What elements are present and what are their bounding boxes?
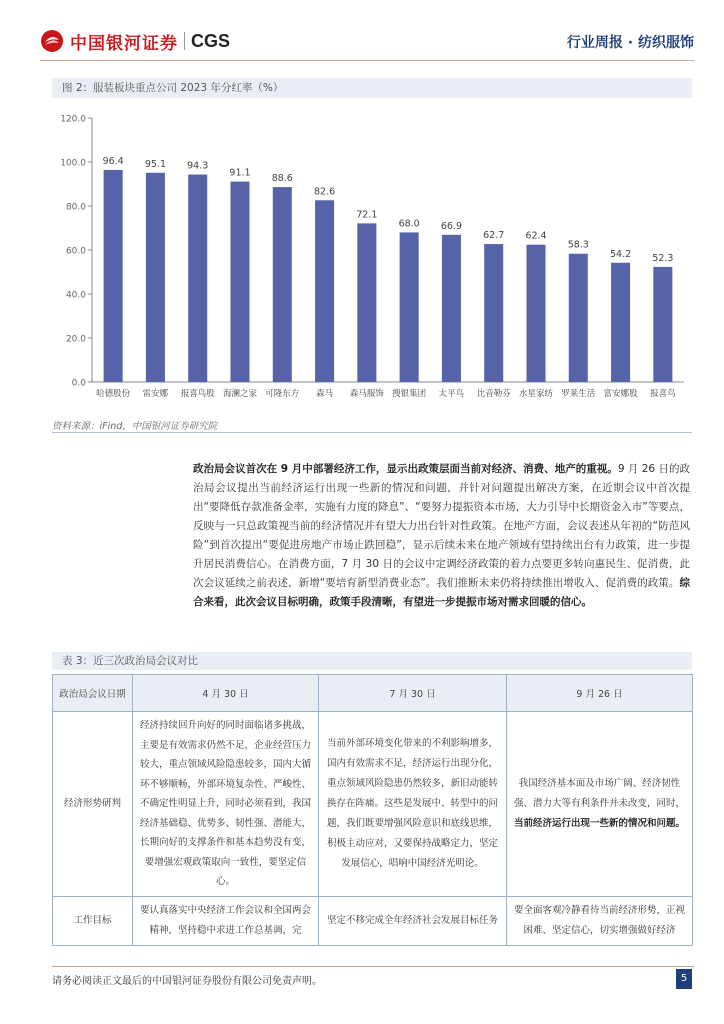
table-title: 表 3：近三次政治局会议对比 <box>52 652 692 670</box>
bar-value-label: 54.2 <box>609 248 632 260</box>
x-category-label: 水星家纺 <box>518 389 554 399</box>
bar <box>146 173 165 382</box>
bar <box>273 187 292 382</box>
x-category-label: 报喜鸟 <box>650 389 676 399</box>
bar <box>188 175 207 382</box>
row-label-goal: 工作目标 <box>53 896 133 945</box>
bar-value-label: 94.3 <box>187 160 209 172</box>
x-category-label: 比音勒芬 <box>476 389 511 399</box>
x-category-label: 海澜之家 <box>222 389 258 399</box>
bar <box>526 245 545 382</box>
bar-value-label: 66.9 <box>440 220 463 232</box>
x-category-label: 罗莱生活 <box>561 389 596 399</box>
bar <box>653 267 672 382</box>
bar-value-label: 58.3 <box>567 239 589 251</box>
x-category-label: 太平鸟 <box>438 389 465 399</box>
figure-title: 图 2：服装板块重点公司 2023 年分红率（%） <box>52 78 692 98</box>
logo-divider <box>184 32 185 50</box>
paragraph-tail: 综合来看，此次会议目标明确，政策手段清晰，有望进一步提振市场对需求回暖的信心。 <box>193 577 690 608</box>
bar <box>611 263 630 382</box>
y-tick-label: 100.0 <box>60 158 86 169</box>
paragraph-body: 9 月 26 日的政治局会议提出当前经济运行出现一些新的情况和问题，并针对问题提出解决方案，在近期会议中首次提出“要降低存款准备金率，实施有力度的降息”、“要努力提振资本市场，大力引导中长期资金入市”等要点，反映与一只总政策视当前的经济情况并有望大力出台针对性政策。在地产方面，会议表述从年初的“防范风险”到首次提出“要促进房地产市场止跌回稳”，显示后续未来在地产领域有望持续出台有力政策，进一步提升居民消费信心。在消费方面，7 月 30 日的会议中定调经济政策的着力点要更多转向惠民生、促消费，此次会议延续之前表述，新增“要培育新型消费业态”。我们推断未来仍将持续推出增收入、促消费的政策。 <box>193 463 690 589</box>
table-header-row <box>53 675 693 712</box>
dividend-bar-chart <box>52 102 692 416</box>
table-row <box>53 896 693 945</box>
footer-divider <box>52 966 694 967</box>
y-tick-label: 20.0 <box>65 334 86 345</box>
row-label-economy: 经济形势研判 <box>53 712 133 897</box>
bar-value-label: 95.1 <box>144 158 167 170</box>
header-sep26: 9 月 26 日 <box>507 675 693 712</box>
footer-disclaimer: 请务必阅读正文最后的中国银河证券股份有限公司免责声明。 <box>52 976 322 987</box>
bar <box>230 182 249 382</box>
logo-english-name: CGS <box>191 30 231 51</box>
header-apr30: 4 月 30 日 <box>133 675 319 712</box>
bar <box>357 223 376 382</box>
analysis-paragraph <box>193 460 690 612</box>
bar <box>484 244 503 382</box>
cell-apr30-goal: 要认真落实中央经济工作会议和全国两会精神，坚持稳中求进工作总基调，完 <box>133 896 319 945</box>
header-divider <box>40 60 694 61</box>
cell-sep26-plain: 我国经济基本面及市场广阔、经济韧性强、潜力大等有利条件并未改变，同时， <box>513 777 685 809</box>
bar-value-label: 72.1 <box>356 209 378 221</box>
bar-value-label: 88.6 <box>271 173 293 185</box>
header-jul30: 7 月 30 日 <box>319 675 507 712</box>
bar <box>104 170 123 382</box>
y-tick-label: 120.0 <box>60 114 86 125</box>
bar-value-label: 52.3 <box>652 252 674 264</box>
meeting-comparison-table <box>52 674 693 946</box>
header-date: 政治局会议日期 <box>53 675 133 712</box>
figure-source: 资料来源：iFind，中国银河证券研究院 <box>52 421 218 432</box>
x-category-label: 森马服饰 <box>349 389 384 399</box>
bar-value-label: 68.0 <box>398 218 420 230</box>
x-category-label: 报喜鸟股 <box>180 389 215 399</box>
bar-value-label: 82.6 <box>313 186 336 198</box>
logo-chinese-name: 中国银河证券 <box>70 33 178 54</box>
cell-jul30-goal: 坚定不移完成全年经济社会发展目标任务 <box>319 896 507 945</box>
report-type: 行业周报 · 纺织服饰 <box>566 35 694 51</box>
company-logo <box>40 28 230 54</box>
x-category-label: 森马 <box>316 389 334 399</box>
cell-sep26-goal: 要全面客观冷静看待当前经济形势，正视困难、坚定信心，切实增强做好经济 <box>507 896 693 945</box>
table-row <box>53 712 693 897</box>
source-divider <box>52 432 692 433</box>
bar-value-label: 62.4 <box>525 230 547 242</box>
y-tick-label: 60.0 <box>65 246 86 257</box>
cell-apr30-economy: 经济持续回升向好的同时面临诸多挑战，主要是有效需求仍然不足，企业经营压力较大，重点领域风险隐患较多，国内大循环不够顺畅，外部环境复杂性、严峻性、不确定性明显上升，同时必须看到，我国经济基础稳、优势多、韧性强、潜能大，长期向好的支撑条件和基本趋势没有变，要增强宏观政策取向一致性，要坚定信心。 <box>133 712 319 897</box>
cell-jul30-economy: 当前外部环境变化带来的不利影响增多，国内有效需求不足，经济运行出现分化，重点领域风险隐患仍然较多，新旧动能转换存在阵痛。这些是发展中、转型中的问题，我们既要增强风险意识和底线思维，积极主动应对，又要保持战略定力，坚定发展信心，唱响中国经济光明论。 <box>319 712 507 897</box>
bar <box>569 254 588 382</box>
bar-value-label: 62.7 <box>483 230 505 242</box>
page-number: 5 <box>676 969 692 989</box>
x-category-label: 可隆东方 <box>265 389 300 399</box>
bar-value-label: 96.4 <box>102 155 124 167</box>
y-tick-label: 0.0 <box>71 378 86 389</box>
x-category-label: 雷安娜 <box>142 389 169 399</box>
y-tick-label: 40.0 <box>65 290 86 301</box>
cell-sep26-economy <box>507 712 693 897</box>
bar <box>400 232 419 382</box>
x-category-label: 哈德股份 <box>96 389 131 399</box>
bar-value-label: 91.1 <box>229 167 251 179</box>
bar <box>315 200 334 382</box>
y-tick-label: 80.0 <box>65 202 86 213</box>
cell-sep26-bold: 当前经济运行出现一些新的情况和问题。 <box>513 817 685 829</box>
x-category-label: 富安娜股 <box>603 389 638 399</box>
paragraph-lead: 政治局会议首次在 9 月中部署经济工作，显示出政策层面当前对经济、消费、地产的重视。 <box>193 463 618 475</box>
cgs-logo-icon <box>40 29 64 53</box>
bar <box>442 235 461 382</box>
x-category-label: 搜银集团 <box>392 389 427 399</box>
